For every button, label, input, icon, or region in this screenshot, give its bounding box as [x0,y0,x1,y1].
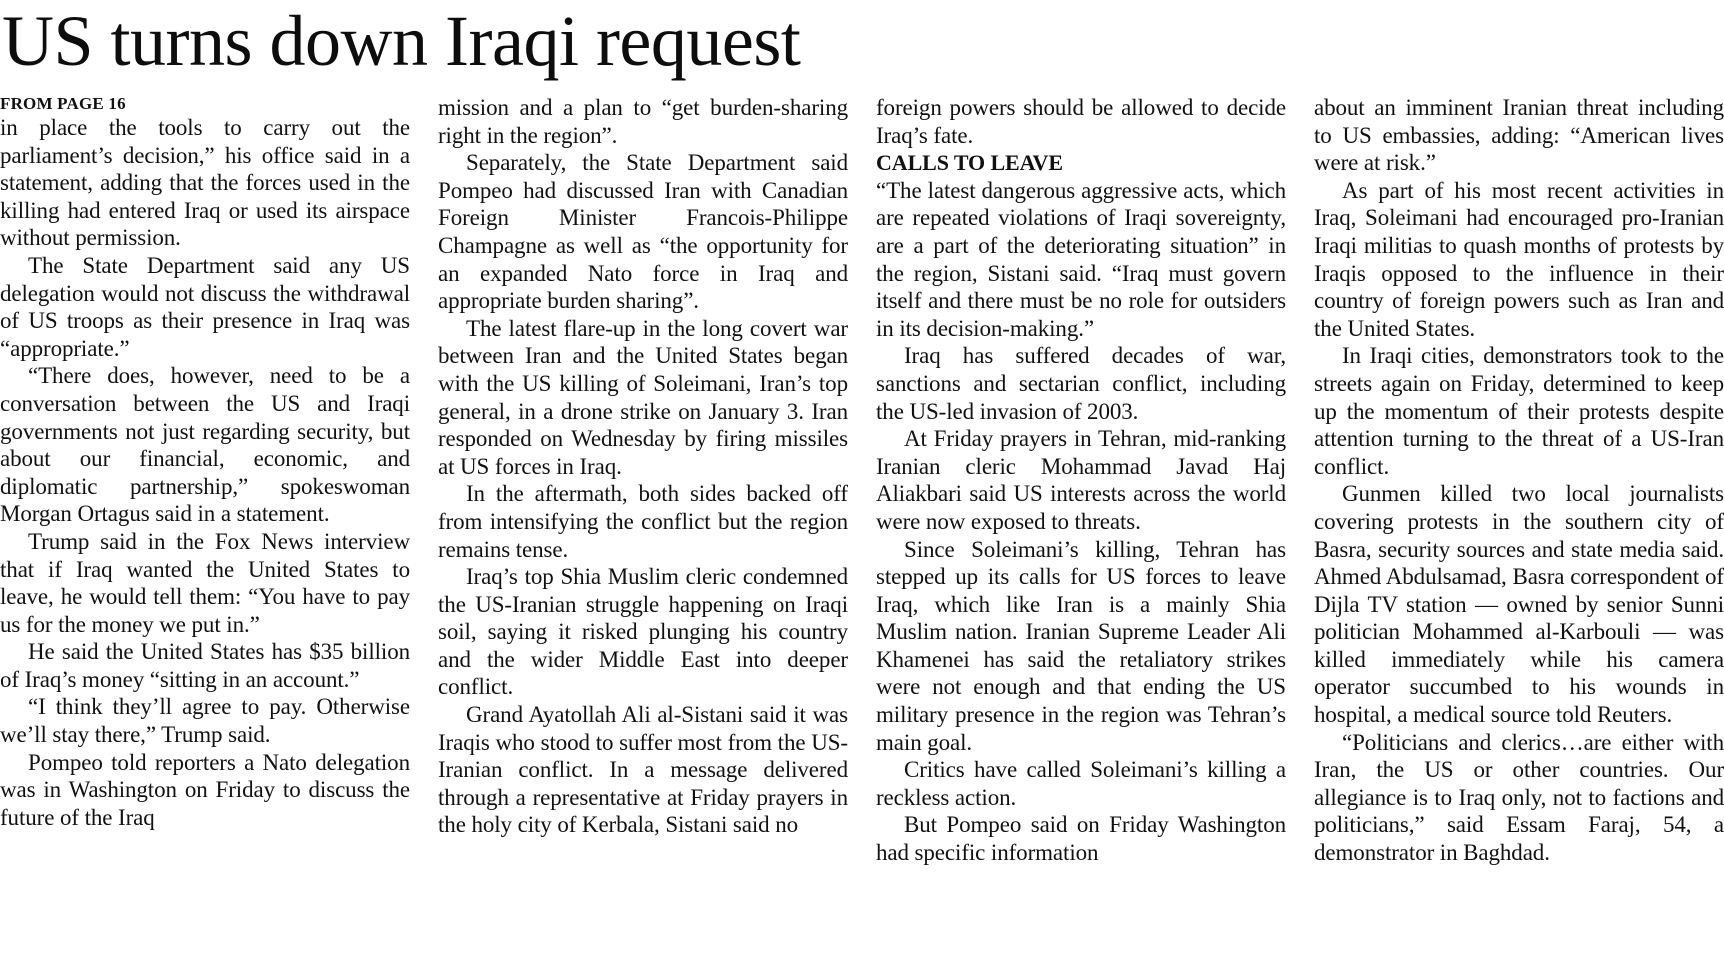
column-2 [438,94,848,960]
kicker-from-page: FROM PAGE 16 [0,94,126,113]
paragraph: The latest flare-up in the long covert war between Iran and the United States began with the US killing of Soleimani, Iran’s top general, in a drone strike on January 3. Iran responded on Wednesday by firing missiles at US forces in Iraq. [438,315,848,479]
paragraph: At Friday prayers in Tehran, mid-ranking Iranian cleric Mohammad Javad Haj Aliakbari said US interests across the world were now exposed to threats. [876,426,1286,534]
paragraph: Separately, the State Department said Pompeo had discussed Iran with Canadian Foreign Minister Francois-Philippe Champagne as well as “the opportunity for an expanded Nato force in Iraq and appropriate burden sharing”. [438,150,848,314]
paragraph: In Iraqi cities, demonstrators took to the streets again on Friday, determined to keep up the momentum of their protests despite attention turning to the threat of a US-Iran conflict. [1314,343,1724,479]
paragraph: “The latest dangerous aggressive acts, which are repeated violations of Iraqi sovereignty, are a part of the deteriorating situation” in the region, Sistani said. “Iraq must govern itself and there must be no role for outsiders in its decision-making.” [876,177,1286,341]
paragraph: Iraq’s top Shia Muslim cleric condemned the US-Iranian struggle happening on Iraqi soil, saying it risked plunging his country and the wider Middle East into deeper conflict. [438,564,848,700]
paragraph: “Politicians and clerics…are either with Iran, the US or other countries. Our allegiance is to Iraq only, not to factions and politicians,” said Essam Faraj, 54, a demonstrator in Baghdad. [1314,729,1724,866]
paragraph: Iraq has suffered decades of war, sanctions and sectarian conflict, including the US-led invasion of 2003. [876,343,1286,424]
article-body [0,94,1724,960]
paragraph: about an imminent Iranian threat including to US embassies, adding: “American lives were at risk.” [1314,95,1724,176]
column-4 [1314,94,1724,960]
paragraph: “I think they’ll agree to pay. Otherwise we’ll stay there,” Trump said. [0,694,410,748]
paragraph: Gunmen killed two local journalists covering protests in the southern city of Basra, security sources and state media said. Ahmed Abdulsamad, Basra correspondent of Dijla TV station — owned by senior Sunni politician Mohammed al-Karbouli — was killed immediately while his camera operator succumbed to his wounds in hospital, a medical source told Reuters. [1314,481,1724,728]
paragraph: As part of his most recent activities in Iraq, Soleimani had encouraged pro-Iranian Iraqi militias to quash months of protests by Iraqis opposed to the influence in their country of foreign powers such as Iran and the United States. [1314,177,1724,341]
paragraph: Since Soleimani’s killing, Tehran has stepped up its calls for US forces to leave Iraq, which like Iran is a mainly Shia Muslim nation. Iranian Supreme Leader Ali Khamenei has said the retaliatory strikes were not enough and that ending the US military presence in the region was Tehran’s main goal. [876,536,1286,755]
paragraph: In the aftermath, both sides backed off from intensifying the conflict but the region remains tense. [438,481,848,562]
column-3 [876,94,1286,960]
paragraph: Trump said in the Fox News interview that if Iraq wanted the United States to leave, he would tell them: “You have to pay us for the money we put in.” [0,528,410,637]
subhead-calls-to-leave: CALLS TO LEAVE [876,150,1063,176]
paragraph: foreign powers should be allowed to decide Iraq’s fate. [876,95,1286,148]
paragraph: mission and a plan to “get burden-sharing right in the region”. [438,95,848,148]
paragraph: He said the United States has $35 billion of Iraq’s money “sitting in an account.” [0,639,410,692]
paragraph: “There does, however, need to be a conversation between the US and Iraqi governments not just regarding security, but about our financial, economic, and diplomatic partnership,” spokeswoman Morgan Ortagus said in a statement. [0,363,410,527]
headline: US turns down Iraqi request [2,1,801,81]
paragraph: Critics have called Soleimani’s killing a reckless action. [876,757,1286,810]
paragraph: But Pompeo said on Friday Washington had specific information [876,812,1286,866]
column-1 [0,94,410,960]
paragraph: The State Department said any US delegation would not discuss the withdrawal of US troops as their presence in Iraq was “appropriate.” [0,252,410,361]
paragraph: Pompeo told reporters a Nato delegation was in Washington on Friday to discuss the future of the Iraq [0,749,410,830]
paragraph: Grand Ayatollah Ali al-Sistani said it was Iraqis who stood to suffer most from the US-Iranian conflict. In a message delivered through a representative at Friday prayers in the holy city of Kerbala, Sistani said no [438,702,848,838]
paragraph: in place the tools to carry out the parliament’s decision,” his office said in a statement, adding that the forces used in the killing had entered Iraq or used its airspace without permission. [0,115,410,251]
